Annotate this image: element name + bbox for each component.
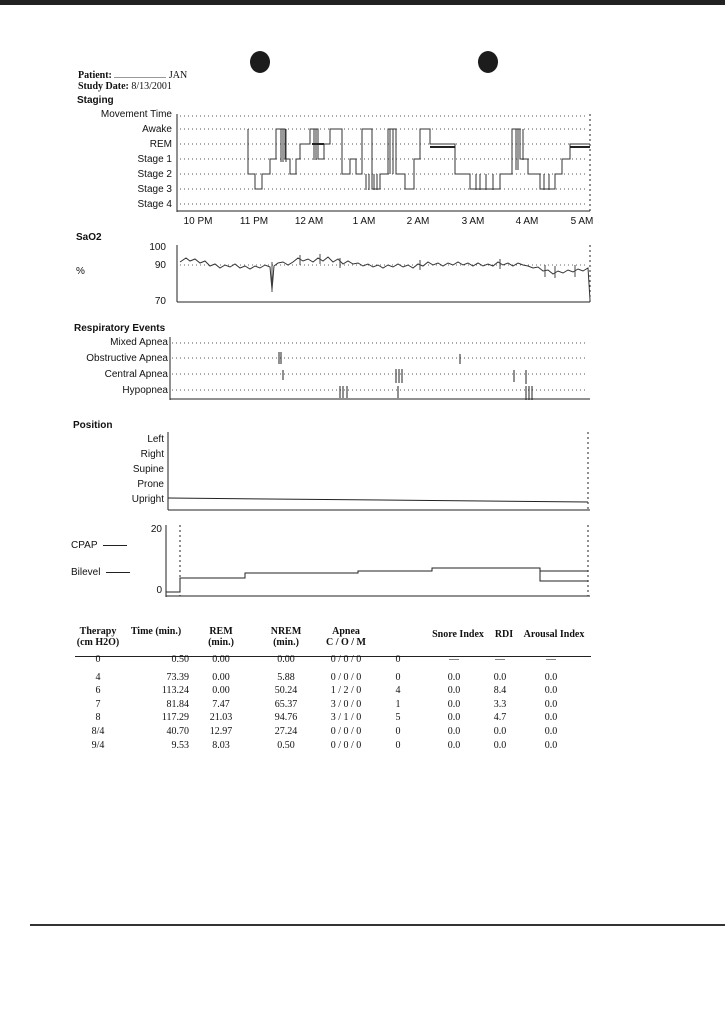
table-header-nrem: NREM — [270, 626, 302, 637]
position-row-label: Left — [147, 434, 164, 445]
position-row-label: Prone — [137, 479, 164, 490]
table-cell-snore: 0.0 — [447, 712, 461, 724]
table-cell-count: 0 — [395, 654, 401, 665]
position-row-label: Upright — [131, 494, 164, 505]
table-header-rdi: RDI — [494, 629, 514, 640]
table-cell-snore: 0.0 — [447, 671, 461, 683]
bottom-border — [30, 924, 725, 926]
table-header-therapy: Therapy — [79, 626, 117, 637]
respiratory-row-label: Obstructive Apnea — [86, 353, 168, 364]
table-cell-arousal: 0.0 — [544, 712, 558, 724]
table-cell-arousal: 0.0 — [544, 671, 558, 683]
table-cell-apnea: 3 / 1 / 0 — [330, 712, 362, 724]
table-cell-rem: 7.47 — [212, 698, 230, 710]
table-cell-apnea: 0 / 0 / 0 — [330, 726, 362, 737]
respiratory-row-label: Mixed Apnea — [110, 337, 168, 348]
patient-label: Patient: — [78, 70, 112, 81]
staging-title: Staging — [77, 95, 114, 106]
staging-time-tick: 12 AM — [294, 216, 324, 227]
table-cell-apnea: 3 / 0 / 0 — [330, 698, 362, 710]
pressure-tick-20: 20 — [150, 524, 162, 535]
sao2-tick-100: 100 — [149, 242, 166, 253]
table-cell-count: 0 — [395, 739, 401, 751]
table-cell-snore: — — [449, 654, 459, 665]
table-cell-time: 117.29 — [161, 712, 189, 724]
table-cell-count: 1 — [395, 698, 401, 710]
study-date: 8/13/2001 — [131, 81, 172, 92]
table-cell-apnea: 0 / 0 / 0 — [330, 671, 362, 683]
table-cell-snore: 0.0 — [447, 698, 461, 710]
staging-time-tick: 11 PM — [239, 216, 269, 227]
staging-time-tick: 10 PM — [183, 216, 213, 227]
staging-time-tick: 3 AM — [461, 216, 485, 227]
table-cell-nrem: 65.37 — [274, 698, 298, 710]
sao2-tick-70: 70 — [154, 296, 166, 307]
table-cell-therapy: 9/4 — [91, 739, 105, 751]
staging-level-label: Stage 4 — [137, 199, 172, 210]
table-cell-rdi: 0.0 — [493, 739, 507, 751]
table-cell-rem: 8.03 — [212, 739, 230, 751]
table-cell-therapy: 8 — [95, 712, 101, 724]
table-header-apnea: C / O / M — [326, 637, 366, 648]
table-header-nrem: (min.) — [273, 637, 299, 648]
staging-level-label: Stage 3 — [137, 184, 172, 195]
table-cell-apnea: 1 / 2 / 0 — [330, 685, 362, 697]
staging-level-label: Awake — [142, 124, 172, 135]
table-cell-nrem: 0.00 — [277, 654, 295, 665]
table-cell-time: 9.53 — [171, 739, 189, 751]
table-cell-therapy: 8/4 — [91, 726, 105, 737]
table-cell-snore: 0.0 — [447, 726, 461, 737]
table-cell-rem: 0.00 — [212, 671, 230, 683]
table-cell-time: 40.70 — [166, 726, 189, 737]
bilevel-legend-label: Bilevel — [71, 567, 101, 578]
table-cell-snore: 0.0 — [447, 739, 461, 751]
table-cell-apnea: 0 / 0 / 0 — [330, 739, 362, 751]
respiratory-title: Respiratory Events — [74, 323, 166, 334]
table-header-arousal: Arousal Index — [523, 629, 585, 640]
table-cell-nrem: 0.50 — [277, 739, 295, 751]
bilevel-trace — [540, 571, 588, 581]
study-date-label: Study Date: — [78, 81, 129, 92]
table-cell-arousal: — — [546, 654, 556, 665]
table-cell-nrem: 5.88 — [277, 671, 295, 683]
table-cell-count: 5 — [395, 712, 401, 724]
staging-time-tick: 4 AM — [515, 216, 539, 227]
table-cell-rem: 21.03 — [209, 712, 233, 724]
table-cell-therapy: 4 — [95, 671, 101, 683]
respiratory-row-label: Central Apnea — [104, 369, 168, 380]
table-cell-nrem: 94.76 — [274, 712, 298, 724]
table-cell-arousal: 0.0 — [544, 726, 558, 737]
table-cell-rdi: 0.0 — [493, 671, 507, 683]
resp-event-marks — [279, 352, 532, 400]
staging-level-label: Stage 2 — [137, 169, 172, 180]
table-header-snore: Snore Index — [432, 629, 484, 640]
sao2-trace — [180, 257, 590, 300]
pressure-tick-0: 0 — [156, 585, 162, 596]
respiratory-row-label: Hypopnea — [122, 385, 168, 396]
sao2-title: SaO2 — [76, 232, 102, 243]
table-cell-rem: 0.00 — [212, 685, 230, 697]
table-cell-therapy: 6 — [95, 685, 101, 697]
staging-time-tick: 1 AM — [352, 216, 376, 227]
staging-time-tick: 2 AM — [406, 216, 430, 227]
staging-level-label: Movement Time — [100, 109, 172, 120]
table-header-therapy: (cm H2O) — [76, 637, 120, 648]
hypnogram-trace — [248, 129, 590, 189]
table-cell-arousal: 0.0 — [544, 685, 558, 697]
staging-gridlines — [180, 116, 588, 204]
table-header-apnea: Apnea — [332, 626, 360, 637]
sao2-unit: % — [76, 266, 85, 277]
table-cell-time: 0.50 — [171, 654, 189, 665]
position-trace-upright — [168, 498, 588, 502]
table-cell-rdi: 8.4 — [493, 685, 507, 697]
table-header-rem: REM — [209, 626, 233, 637]
table-cell-nrem: 27.24 — [274, 726, 298, 737]
table-cell-therapy: 0 — [95, 654, 101, 665]
staging-time-tick: 5 AM — [570, 216, 594, 227]
position-row-label: Right — [140, 449, 164, 460]
sao2-noise — [272, 254, 575, 292]
table-cell-arousal: 0.0 — [544, 739, 558, 751]
cpap-legend-label: CPAP — [71, 540, 98, 551]
cpap-trace — [166, 568, 588, 592]
table-cell-time: 73.39 — [166, 671, 189, 683]
table-cell-count: 4 — [395, 685, 401, 697]
table-cell-arousal: 0.0 — [544, 698, 558, 710]
table-header-time: Time (min.) — [130, 626, 182, 637]
table-cell-rdi: 0.0 — [493, 726, 507, 737]
table-cell-time: 81.84 — [166, 698, 189, 710]
patient-name: JAN — [168, 70, 188, 81]
position-title: Position — [73, 420, 113, 431]
table-cell-count: 0 — [395, 726, 401, 737]
table-cell-rdi: — — [495, 654, 505, 665]
table-header-rem: (min.) — [208, 637, 234, 648]
table-cell-apnea: 0 / 0 / 0 — [330, 654, 362, 665]
table-cell-rdi: 4.7 — [493, 712, 507, 724]
sao2-tick-90: 90 — [154, 260, 166, 271]
table-cell-rem: 0.00 — [212, 654, 230, 665]
table-cell-snore: 0.0 — [447, 685, 461, 697]
table-cell-nrem: 50.24 — [274, 685, 298, 697]
position-row-label: Supine — [132, 464, 164, 475]
table-cell-count: 0 — [395, 671, 401, 683]
table-cell-therapy: 7 — [95, 698, 101, 710]
table-cell-rem: 12.97 — [209, 726, 233, 737]
staging-level-label: Stage 1 — [137, 154, 172, 165]
table-cell-rdi: 3.3 — [493, 698, 507, 710]
table-cell-time: 113.24 — [161, 685, 189, 697]
staging-level-label: REM — [149, 139, 172, 150]
